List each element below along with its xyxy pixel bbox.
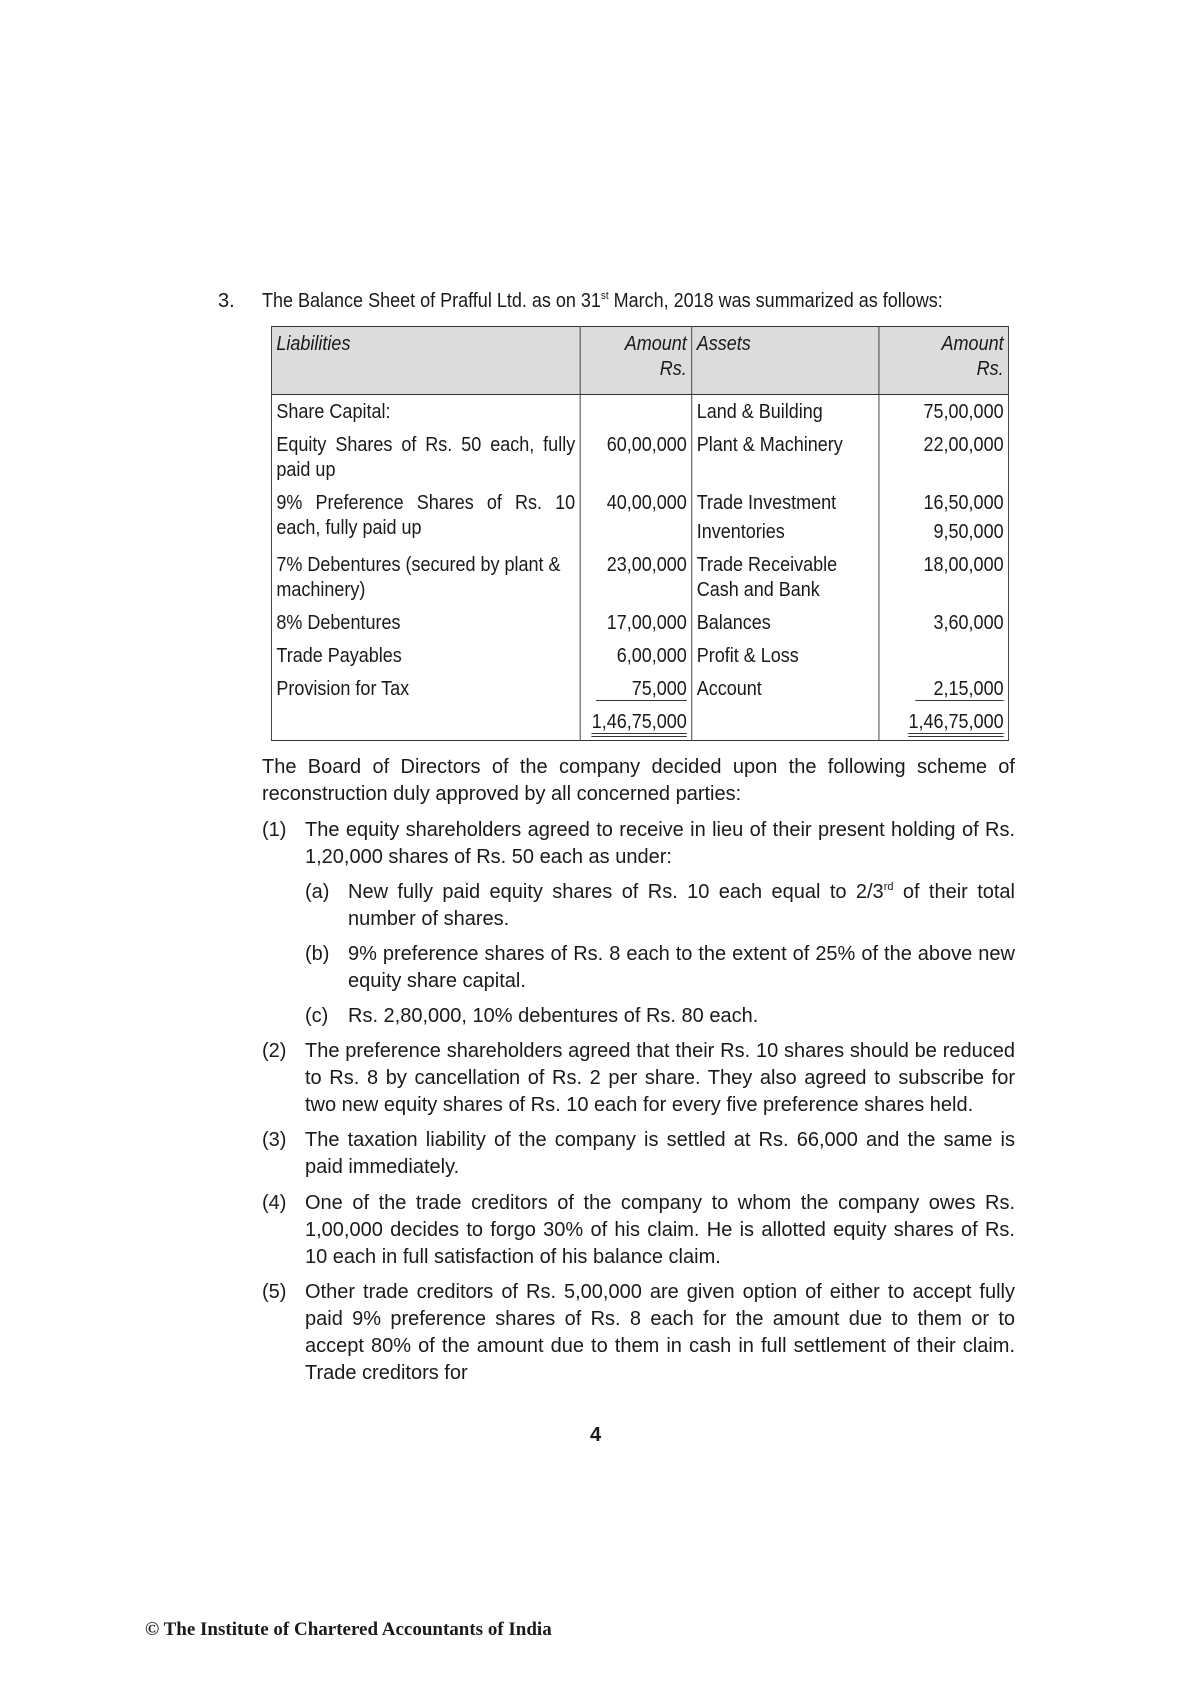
asset-amount-cell: 2,15,000: [879, 672, 1009, 705]
item-label: (1): [262, 819, 287, 841]
question-number: 3.: [218, 290, 235, 312]
item-text: Other trade creditors of Rs. 5,00,000 are given option of either to accept fully paid 9% preference shares of Rs. 8 each for the amount due to them or to accept 80% of the amount due to them in cash in full settlement of their claim. Trade creditors for: [305, 1281, 1015, 1384]
item-label: (4): [262, 1192, 287, 1214]
item-label: (2): [262, 1040, 287, 1062]
item-text: The preference shareholders agreed that their Rs. 10 shares should be reduced to Rs. 8 by cancellation of Rs. 2 per share. They also agreed to subscribe for two new equity shares of Rs. 10 each for every five preference shares held.: [305, 1040, 1015, 1116]
total-label-cell: [692, 705, 879, 741]
liability-cell: Share Capital:: [271, 395, 580, 429]
balance-sheet-table: [271, 326, 1009, 741]
page-number: 4: [589, 1424, 602, 1446]
liability-amount-cell: [580, 395, 692, 429]
item-text: One of the trade creditors of the company to whom the company owes Rs. 1,00,000 decides to forgo 30% of his claim. He is allotted equity shares of Rs. 10 each in full satisfaction of his balance claim.: [305, 1192, 1015, 1268]
liability-cell: Provision for Tax: [271, 672, 580, 705]
asset-line: Cash and Bank: [696, 579, 820, 601]
totals-row: [271, 705, 1008, 741]
table-row: [271, 428, 1008, 486]
liability-amount-cell: 75,000: [580, 672, 692, 705]
asset-amount-cell: 3,60,000: [879, 606, 1009, 639]
header-liabilities: Liabilities: [271, 327, 580, 395]
table-row: [271, 639, 1008, 672]
liability-cell: 7% Debentures (secured by plant & machinery): [271, 548, 580, 606]
asset-amount-cell: 22,00,000: [879, 428, 1009, 486]
item-label: (5): [262, 1281, 287, 1303]
liability-cell: 8% Debentures: [271, 606, 580, 639]
asset-line: Inventories: [696, 521, 785, 543]
liability-amount-cell: 6,00,000: [580, 639, 692, 672]
asset-cell: Land & Building: [692, 395, 879, 429]
item-text: New fully paid equity shares of Rs. 10 each equal to 2/3rd of their total number of shares.: [348, 881, 1015, 930]
asset-amount-cell: [879, 486, 1009, 548]
scheme-intro: The Board of Directors of the company decided upon the following scheme of reconstruction duly approved by all concerned parties:: [262, 756, 1015, 805]
asset-line: Trade Receivable: [696, 554, 838, 576]
asset-amount-line: 16,50,000: [923, 492, 1004, 514]
liability-amount-cell: 17,00,000: [580, 606, 692, 639]
item-text: The taxation liability of the company is settled at Rs. 66,000 and the same is paid immediately.: [305, 1129, 1015, 1178]
header-assets: Assets: [692, 327, 879, 395]
header-liabilities-amount: Amount Rs.: [580, 327, 692, 395]
footer-copyright: © The Institute of Chartered Accountants of India: [145, 1619, 552, 1640]
liability-cell: Equity Shares of Rs. 50 each, fully paid up: [271, 428, 580, 486]
asset-line: Trade Investment: [696, 492, 837, 514]
table-row: [271, 672, 1008, 705]
asset-amount-cell: [879, 639, 1009, 672]
asset-amount-line: 9,50,000: [933, 521, 1004, 543]
table-header-row: [271, 327, 1008, 395]
total-liabilities: 1,46,75,000: [580, 705, 692, 741]
asset-cell: Account: [692, 672, 879, 705]
asset-cell: Profit & Loss: [692, 639, 879, 672]
item-label: (a): [305, 881, 330, 903]
item-text: Rs. 2,80,000, 10% debentures of Rs. 80 each.: [348, 1005, 759, 1027]
table-row: [271, 548, 1008, 606]
item-label: (c): [305, 1005, 329, 1027]
item-text: 9% preference shares of Rs. 8 each to the extent of 25% of the above new equity share capital.: [348, 943, 1015, 992]
table-row: [271, 486, 1008, 548]
asset-cell: [692, 486, 879, 548]
liability-amount-cell: 60,00,000: [580, 428, 692, 486]
liability-cell: Trade Payables: [271, 639, 580, 672]
header-assets-amount: Amount Rs.: [879, 327, 1009, 395]
asset-amount-cell: 18,00,000: [879, 548, 1009, 606]
total-label-cell: [271, 705, 580, 741]
table-row: [271, 395, 1008, 429]
item-label: (3): [262, 1129, 287, 1151]
liability-amount-cell: 40,00,000: [580, 486, 692, 548]
asset-cell: Balances: [692, 606, 879, 639]
liability-cell: 9% Preference Shares of Rs. 10 each, fully paid up: [271, 486, 580, 548]
asset-cell: [692, 548, 879, 606]
asset-cell: Plant & Machinery: [692, 428, 879, 486]
asset-amount-cell: 75,00,000: [879, 395, 1009, 429]
liability-amount-cell: 23,00,000: [580, 548, 692, 606]
item-label: (b): [305, 943, 330, 965]
total-assets: 1,46,75,000: [879, 705, 1009, 741]
table-row: [271, 606, 1008, 639]
question-intro: The Balance Sheet of Prafful Ltd. as on 31st March, 2018 was summarized as follows:: [262, 290, 943, 312]
item-text: The equity shareholders agreed to receive in lieu of their present holding of Rs. 1,20,000 shares of Rs. 50 each as under:: [305, 819, 1015, 868]
